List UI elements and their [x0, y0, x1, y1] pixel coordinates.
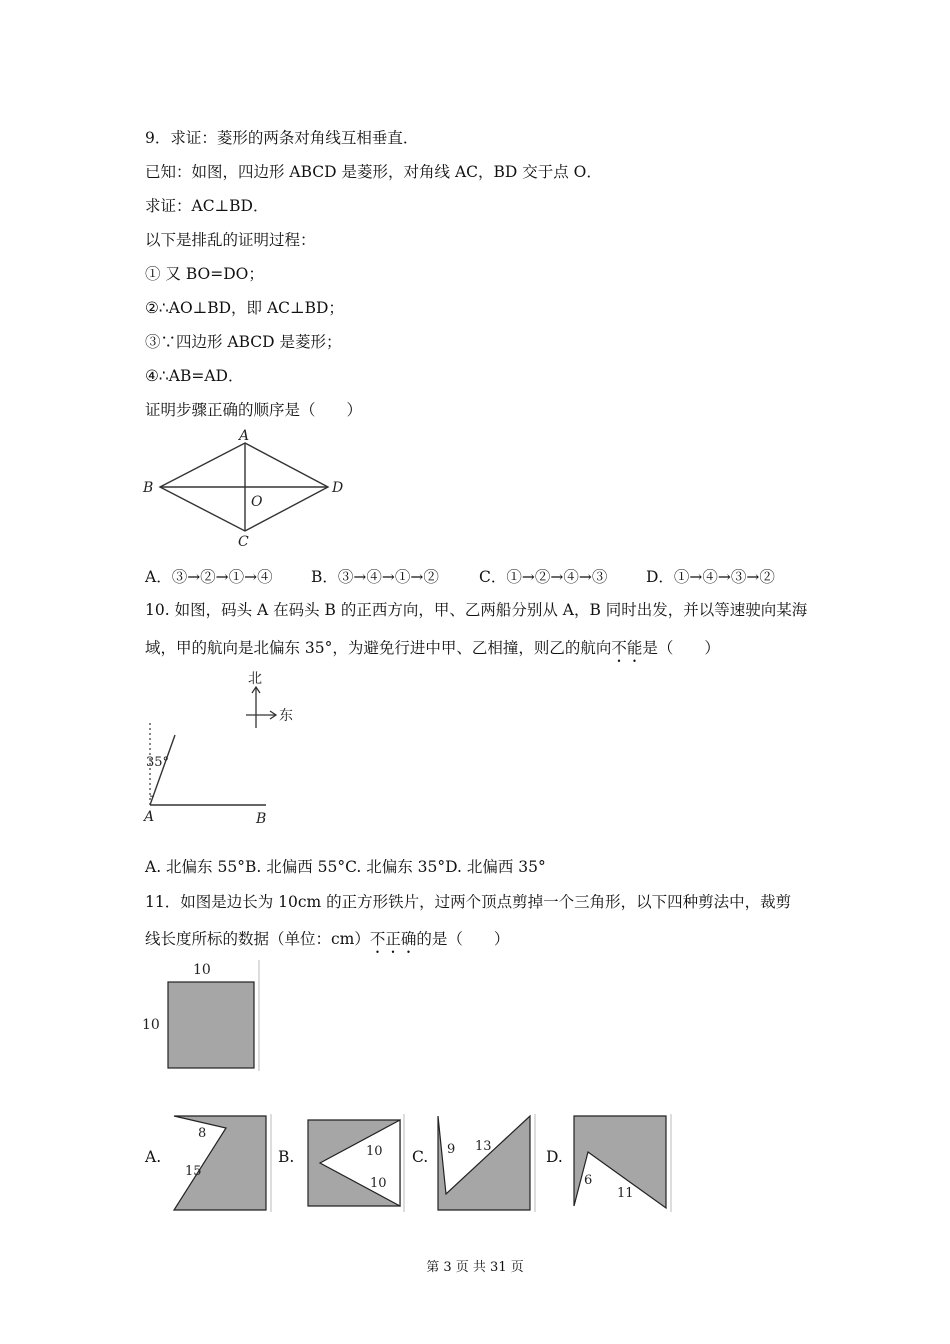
q9-title: 9．求证：菱形的两条对角线互相垂直． — [145, 129, 419, 147]
square-left-label: 10 — [142, 1017, 160, 1033]
square-figure — [138, 955, 263, 1073]
page-footer: 第 3 页 共 31 页 — [426, 1260, 524, 1275]
q9-intro: 以下是排乱的证明过程： — [145, 231, 316, 249]
q11-a-n1: 8 — [198, 1126, 207, 1141]
q11-c-n2: 13 — [475, 1139, 492, 1154]
q9-step-2: ②∴AO⊥BD，即 AC⊥BD； — [145, 299, 344, 317]
q9-step-1: ① 又 BO=DO； — [145, 265, 264, 283]
q10-line-2-end: 是（ ） — [642, 639, 720, 657]
q11-option-c-label: C. — [412, 1148, 429, 1166]
q11-option-c-figure — [432, 1110, 538, 1214]
q11-line-1: 11．如图是边长为 10cm 的正方形铁片，过两个顶点剪掉一个三角形，以下四种剪法中，裁剪 — [145, 893, 792, 911]
q11-b-n1: 10 — [366, 1144, 383, 1159]
q9-question: 证明步骤正确的顺序是（ ） — [145, 401, 363, 419]
q9-prove: 求证：AC⊥BD． — [145, 197, 269, 215]
q10-line-2-text: 域，甲的航向是北偏东 35°，为避免行进中甲、乙相撞，则乙的航向 — [145, 639, 612, 657]
east-label: 东 — [279, 708, 293, 724]
north-label: 北 — [248, 671, 262, 687]
q11-option-b-label: B. — [278, 1148, 295, 1166]
q10-line-2 — [145, 638, 720, 666]
label-b: B — [143, 480, 154, 496]
q11-line-2-text: 线长度所标的数据（单位：cm） — [145, 930, 370, 948]
q11-c-n1: 9 — [447, 1142, 456, 1157]
q11-option-d-label: D. — [546, 1148, 563, 1166]
square-top-label: 10 — [193, 962, 211, 978]
q11-line-2 — [145, 929, 509, 957]
q9-option-a: A．③→②→①→④ — [145, 568, 273, 586]
label-a: A — [239, 428, 250, 444]
q11-option-a-figure — [168, 1110, 274, 1214]
angle-label: 35° — [146, 755, 170, 770]
bearing-figure — [140, 665, 310, 830]
q10-emphasis: 不能 — [611, 639, 643, 657]
q9-option-d: D．①→④→③→② — [646, 568, 775, 586]
q9-step-3: ③∵四边形 ABCD 是菱形； — [145, 333, 342, 351]
q11-b-n2: 10 — [370, 1176, 387, 1191]
label-point-a: A — [144, 809, 155, 825]
label-d: D — [332, 480, 344, 496]
q9-option-b: B．③→④→①→② — [311, 568, 439, 586]
q11-d-n2: 11 — [617, 1186, 634, 1201]
label-point-b: B — [256, 811, 267, 827]
q11-option-d-figure — [568, 1110, 674, 1214]
label-o: O — [251, 494, 263, 510]
q9-given: 已知：如图，四边形 ABCD 是菱形，对角线 AC，BD 交于点 O． — [145, 163, 602, 181]
q11-option-b-figure — [302, 1110, 408, 1214]
q11-option-a-label: A. — [145, 1148, 162, 1166]
q10-line-1: 10. 如图，码头 A 在码头 B 的正西方向，甲、乙两船分别从 A，B 同时出发，并以等速驶向某海 — [145, 601, 808, 619]
q11-d-n1: 6 — [584, 1173, 593, 1188]
q11-a-n2: 15 — [185, 1164, 202, 1179]
q11-line-2-end: 的是（ ） — [416, 930, 510, 948]
q11-emphasis: 不正确 — [369, 930, 417, 948]
q9-option-c: C．①→②→④→③ — [479, 568, 608, 586]
q10-options: A. 北偏东 55°B. 北偏西 55°C. 北偏东 35°D. 北偏西 35° — [145, 858, 546, 876]
q9-step-4: ④∴AB=AD． — [145, 367, 244, 385]
label-c: C — [238, 534, 249, 550]
rhombus-figure — [140, 425, 350, 550]
